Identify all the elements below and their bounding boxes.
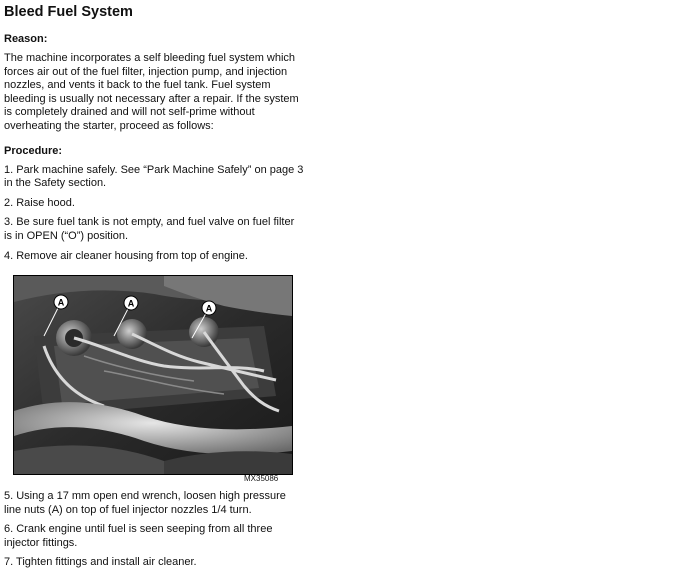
procedure-step-6: 6. Crank engine until fuel is seen seeping from all three injector fittings.	[4, 523, 273, 549]
reason-body: The machine incorporates a self bleeding fuel system which forces air out of the fuel filter, injection pump, and injection nozzles, and vents it back to the fuel tank. Fuel system bleeding is usually not necessary after a repair. If the system is completely drained and will not self-prime without overheating the starter, proceed as follows:	[4, 52, 299, 132]
callout-a-2-label: A	[127, 298, 135, 309]
procedure-step-3: 3. Be sure fuel tank is not empty, and fuel valve on fuel filter is in OPEN (“O”) position.	[4, 216, 295, 242]
callout-a-3-label: A	[205, 303, 213, 314]
engine-photo	[13, 275, 293, 475]
procedure-continued	[4, 490, 304, 576]
figure-label: MX35086	[244, 474, 279, 483]
callout-a-1-label: A	[57, 297, 65, 308]
procedure-step-2: 2. Raise hood.	[4, 196, 75, 209]
procedure-step-4: 4. Remove air cleaner housing from top of engine.	[4, 249, 248, 262]
procedure-step-7: 7. Tighten fittings and install air cleaner.	[4, 556, 197, 569]
reason-heading: Reason:	[4, 33, 48, 45]
engine-illustration	[14, 276, 292, 474]
page-title: Bleed Fuel System	[4, 4, 133, 20]
procedure-step-1: 1. Park machine safely. See “Park Machine Safely” on page 3 in the Safety section.	[4, 163, 304, 190]
procedure-step-5: 5. Using a 17 mm open end wrench, loosen high pressure line nuts (A) on top of fuel injector nozzles 1/4 turn.	[4, 490, 286, 516]
document-body	[4, 4, 304, 269]
procedure-heading: Procedure:	[4, 144, 63, 157]
